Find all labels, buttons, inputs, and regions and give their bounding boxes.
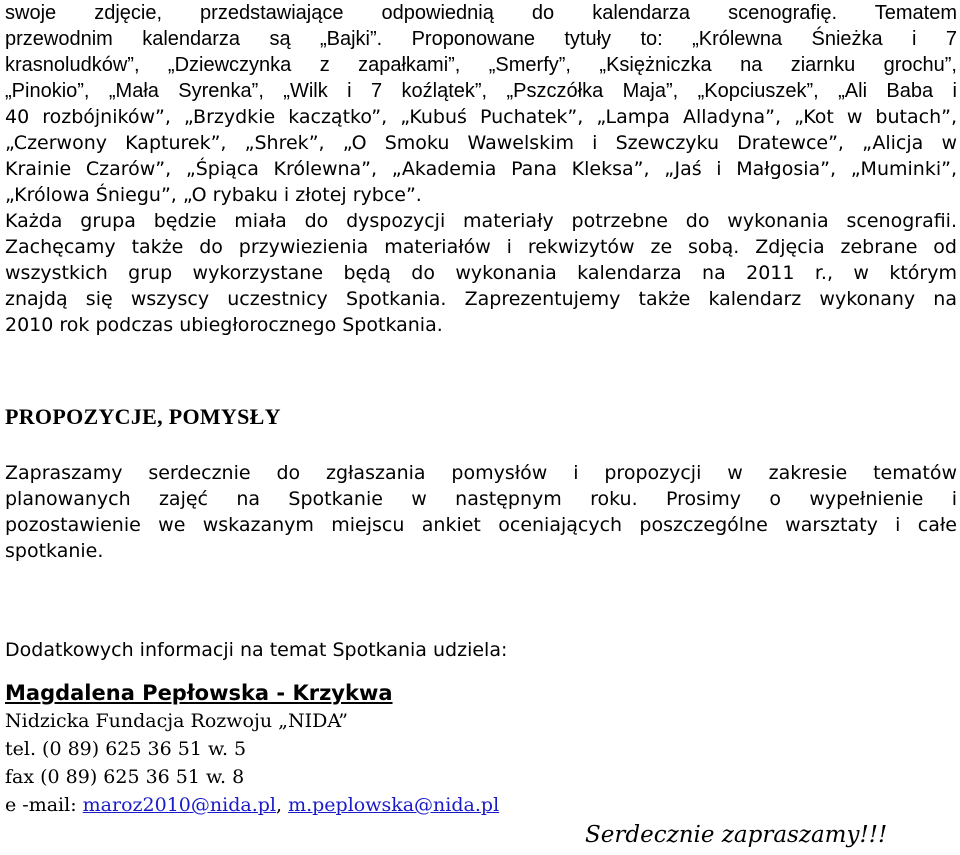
- proposals-line: planowanych zajęć na Spotkanie w następnym roku. Prosimy o wypełnienie i: [5, 488, 957, 510]
- intro-line: krasnoludków”, „Dziewczynka z zapałkami”, „Smerfy”, „Księżniczka na ziarnku grochu”,: [5, 54, 957, 76]
- proposals-line: pozostawienie we wskazanym miejscu ankiet oceniających poszczególne warsztaty i całe: [5, 514, 957, 536]
- intro-line: swoje zdjęcie, przedstawiające odpowiednią do kalendarza scenografię. Tematem: [5, 2, 957, 24]
- materials-line: 2010 rok podczas ubiegłorocznego Spotkania.: [5, 314, 443, 336]
- email-link-2[interactable]: m.peplowska@nida.pl: [288, 794, 500, 816]
- intro-line: „Czerwony Kapturek”, „Shrek”, „O Smoku Wawelskim i Szewczyku Dratewce”, „Alicja w: [5, 132, 957, 154]
- contact-fax: fax (0 89) 625 36 51 w. 8: [5, 766, 245, 788]
- intro-line: przewodnim kalendarza są „Bajki”. Proponowane tytuły to: „Królewna Śnieżka i 7: [5, 28, 957, 50]
- materials-line: wszystkich grup wykorzystane będą do wykonania kalendarza na 2011 r., w którym: [5, 262, 957, 284]
- closing-greeting: Serdecznie zapraszamy!!!: [585, 822, 888, 848]
- materials-line: Zachęcamy także do przywiezienia materiałów i rekwizytów ze sobą. Zdjęcia zebrane od: [5, 236, 957, 258]
- email-link-1[interactable]: maroz2010@nida.pl: [82, 794, 276, 816]
- proposals-line: spotkanie.: [5, 540, 104, 562]
- intro-line: 40 rozbójników”, „Brzydkie kaczątko”, „Kubuś Puchatek”, „Lampa Alladyna”, „Kot w butach”,: [5, 106, 957, 128]
- materials-line: znajdą się wszyscy uczestnicy Spotkania. Zaprezentujemy także kalendarz wykonany na: [5, 288, 957, 310]
- materials-line: Każda grupa będzie miała do dyspozycji materiały potrzebne do wykonania scenografii.: [5, 210, 957, 232]
- intro-line: „Pinokio”, „Mała Syrenka”, „Wilk i 7 koźlątek”, „Pszczółka Maja”, „Kopciuszek”, „Ali Baba i: [5, 80, 957, 102]
- intro-line: Krainie Czarów”, „Śpiąca Królewna”, „Akademia Pana Kleksa”, „Jaś i Małgosia”, „Muminki”,: [5, 158, 957, 180]
- contact-intro: Dodatkowych informacji na temat Spotkania udziela:: [5, 639, 508, 661]
- email-separator: ,: [275, 794, 289, 816]
- email-label: e -mail:: [5, 794, 83, 816]
- proposals-line: Zapraszamy serdecznie do zgłaszania pomysłów i propozycji w zakresie tematów: [5, 462, 957, 484]
- contact-email-line: [5, 793, 499, 817]
- section-heading: PROPOZYCJE, POMYSŁY: [5, 404, 281, 429]
- intro-line: „Królowa Śniegu”, „O rybaku i złotej rybce”.: [5, 184, 422, 206]
- contact-name: Magdalena Pepłowska - Krzykwa: [5, 681, 393, 705]
- contact-organization: Nidzicka Fundacja Rozwoju „NIDA”: [5, 710, 348, 732]
- contact-phone: tel. (0 89) 625 36 51 w. 5: [5, 738, 247, 760]
